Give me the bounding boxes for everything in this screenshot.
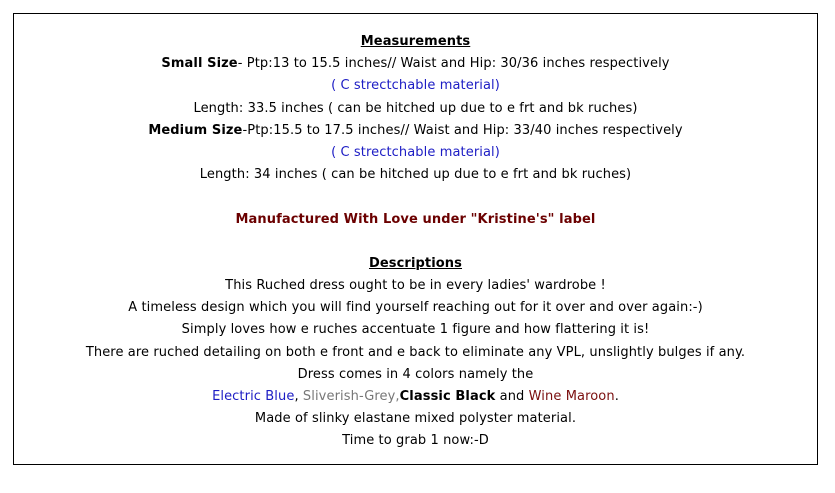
medium-size-text: -Ptp:15.5 to 17.5 inches// Waist and Hip: 33/40 inches respectively	[242, 122, 683, 138]
description-content	[14, 31, 817, 453]
color-and: and	[495, 389, 529, 404]
description-line: A timeless design which you will find yourself reaching out for it over and over again:-)	[128, 300, 703, 316]
description-line: This Ruched dress ought to be in every ladies' wardrobe !	[225, 278, 606, 294]
medium-size-label: Medium Size	[148, 122, 243, 138]
closing-line: Time to grab 1 now:-D	[342, 433, 489, 449]
small-size-label: Small Size	[161, 56, 238, 72]
small-size-material: ( C strectchable material)	[331, 78, 500, 94]
medium-size-material: ( C strectchable material)	[331, 144, 500, 160]
small-size-length: Length: 33.5 inches ( can be hitched up due to e frt and bk ruches)	[193, 100, 638, 116]
descriptions-heading: Descriptions	[368, 255, 463, 271]
label-line: Manufactured With Love under "Kristine's" label	[235, 211, 596, 227]
medium-size-line	[14, 120, 817, 142]
color-wine-maroon: Wine Maroon	[528, 389, 615, 404]
material-line: Made of slinky elastane mixed polyster material.	[254, 411, 577, 427]
color-silver-grey: Sliverish-Grey,	[302, 389, 400, 404]
spacer	[14, 231, 817, 253]
description-box	[13, 13, 818, 465]
description-line: Simply loves how e ruches accentuate 1 figure and how flattering it is!	[181, 322, 650, 338]
small-size-text: - Ptp:13 to 15.5 inches// Waist and Hip: 30/36 inches respectively	[237, 56, 670, 72]
color-electric-blue: Electric Blue	[212, 389, 295, 404]
description-line: Dress comes in 4 colors namely the	[297, 366, 534, 382]
small-size-line	[14, 53, 817, 75]
description-line: There are ruched detailing on both e front and e back to eliminate any VPL, unslightly bulges if any.	[85, 344, 746, 360]
medium-size-length: Length: 34 inches ( can be hitched up due to e frt and bk ruches)	[199, 167, 632, 183]
color-end: .	[614, 389, 619, 404]
measurements-heading: Measurements	[360, 34, 471, 49]
spacer	[14, 186, 817, 208]
color-classic-black: Classic Black	[399, 389, 496, 404]
color-separator: ,	[294, 389, 303, 404]
colors-line	[14, 386, 817, 408]
